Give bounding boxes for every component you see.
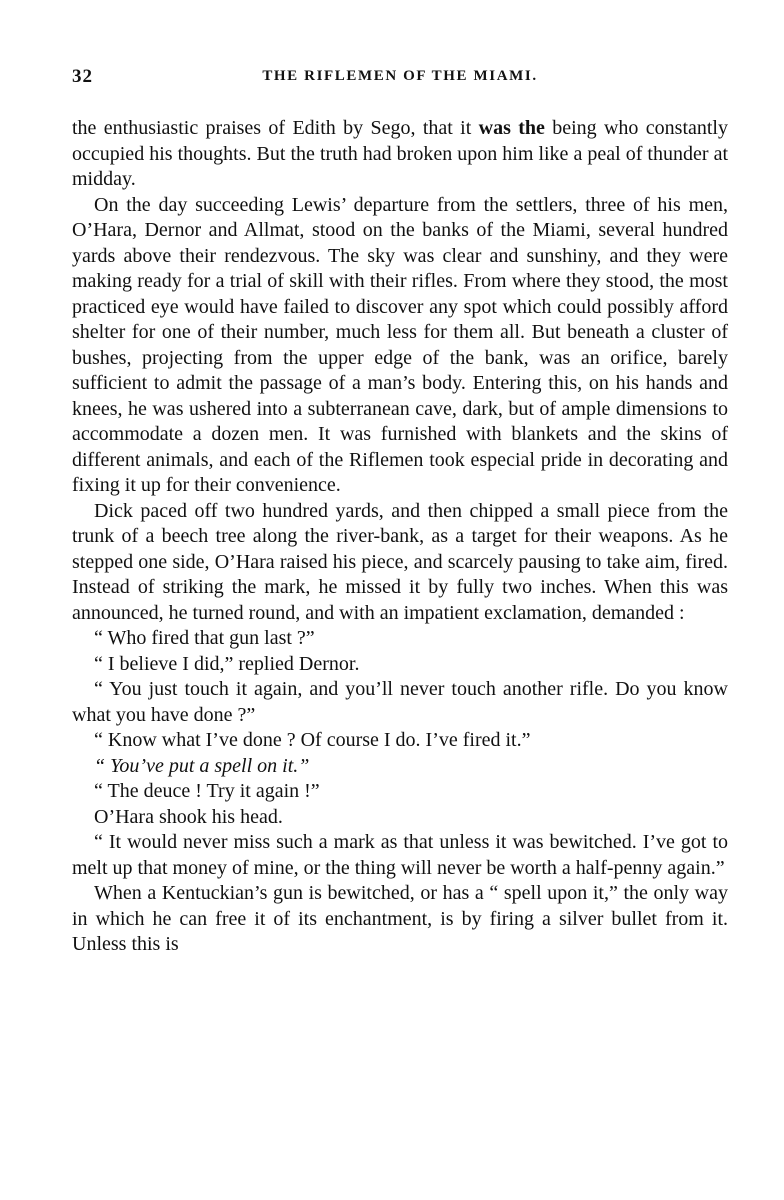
paragraph-1-text-after: being who constantly occupied his thoughts. But the truth had broken upon him like a peal of thunder at midday. [72,117,728,190]
paragraph-1 [72,116,728,193]
paragraph-8: “ You’ve put a spell on it.” [94,754,310,777]
paragraph-3: Dick paced off two hundred yards, and then chipped a small piece from the trunk of a beech tree along the river-bank, as a target for their weapons. As he stepped one side, O’Hara raised his piece, and scarcely pausing to take aim, fired. Instead of striking the mark, he missed it by fully two inches. When this was announced, he turned round, and with an impatient exclamation, demanded : [72,499,728,624]
paragraph-5: “ I believe I did,” replied Dernor. [94,652,360,675]
body-text [72,116,728,958]
paragraph-6: “ You just touch it again, and you’ll never touch another rifle. Do you know what you have done ?” [72,678,728,726]
paragraph-1-text: the enthusiastic praises of Edith by Sego, that it [72,117,479,139]
paragraph-1-bold-text: was the [478,117,545,139]
paragraph-12: When a Kentuckian’s gun is bewitched, or has a “ spell upon it,” the only way in which he can free it of its enchantment, is by firing a silver bullet from it. Unless this is [72,882,728,955]
paragraph-4: “ Who fired that gun last ?” [94,627,315,649]
paragraph-9: “ The deuce ! Try it again !” [94,780,320,802]
paragraph-11: “ It would never miss such a mark as that unless it was bewitched. I’ve got to melt up that money of mine, or the thing will never be worth a half-penny again.” [72,831,728,879]
page-number: 32 [72,66,93,87]
running-head: THE RIFLEMEN OF THE MIAMI. [262,68,538,84]
paragraph-2: On the day succeeding Lewis’ departure from the settlers, three of his men, O’Hara, Dernor and Allmat, stood on the banks of the Miami, several hundred yards above their rendezvous. The sky was clear and sunshiny, and they were making ready for a trial of skill with their rifles. From where they stood, the most practiced eye would have failed to discover any spot which could possibly afford shelter for one of their number, much less for them all. But beneath a cluster of bushes, projecting from the upper edge of the bank, was an orifice, barely sufficient to admit the passage of a man’s body. Entering this, on his hands and knees, he was ushered into a subterranean cave, dark, but of ample dimensions to accommodate a dozen men. It was furnished with blankets and the skins of different animals, and each of the Riflemen took especial pride in decorating and fixing it up for their convenience. [72,193,728,496]
paragraph-7: “ Know what I’ve done ? Of course I do. I’ve fired it.” [94,729,531,751]
paragraph-10: O’Hara shook his head. [94,805,283,828]
page-header [72,66,728,92]
